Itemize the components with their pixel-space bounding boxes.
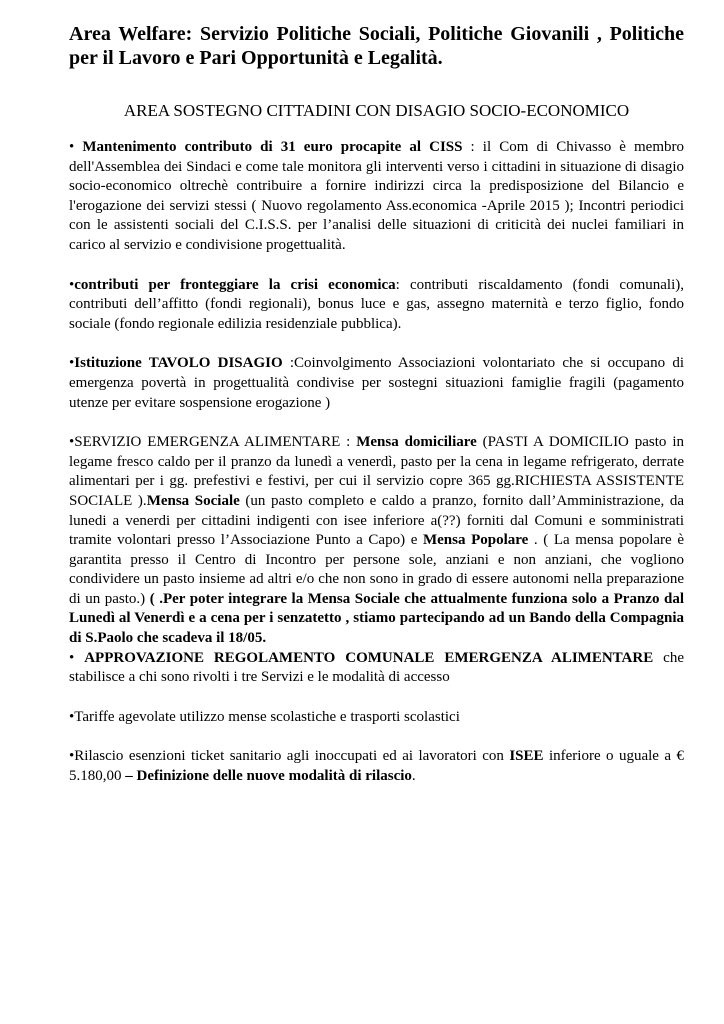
isee-bold: ISEE: [509, 748, 544, 765]
paragraph-ticket-sanitario: [69, 747, 684, 786]
paragraph-tariffe: [69, 708, 684, 728]
paragraph-tavolo-text: :Coinvolgimento Associazioni volontariato che si occupano di emergenza povertà in progettualità condivise per sostegni situazioni famiglie fragili (pagamento utenze per evitare sospensione erogazione ): [69, 355, 684, 411]
bullet: •: [69, 276, 75, 293]
paragraph-ciss-bold: Mantenimento contributo di 31 euro procapite al CISS: [82, 139, 463, 155]
bullet: •: [69, 434, 75, 451]
paragraph-tavolo-disagio: [69, 354, 684, 413]
paragraph-contributi-text: : contributi riscaldamento (fondi comunali), contributi dell’affitto (fondi regionali), bonus luce e gas, assegno maternità e terzo figlio, fondo sociale (fondo regionale edilizia residenziale pubblica).: [69, 276, 684, 332]
emergenza-text-4: . ( La mensa popolare è garantita presso il Centro di Incontro per persone sole, anziani e non anziani, che vogliono condividere un pasto insieme ad altri e/o che non sono in grado di essere autonomi nella preparazione di un pasto.): [69, 532, 684, 607]
regolamento-bold: APPROVAZIONE REGOLAMENTO COMUNALE EMERGENZA ALIMENTARE: [84, 649, 654, 666]
ticket-text-3: .: [411, 768, 416, 785]
ticket-text-2: inferiore o uguale a € 5.180,00: [69, 748, 684, 785]
paragraph-ciss: [69, 138, 684, 256]
bullet: •: [69, 649, 75, 666]
emergenza-text-3: (un pasto completo e caldo a pranzo, fornito dall’Amministrazione, da lunedi a venerdi per cittadini indigenti con isee inferiore a(??) forniti dal Comuni e somministrati tramite volontari presso l’Associazione Punto a Capo) e: [69, 492, 684, 549]
bullet: •: [69, 139, 75, 155]
regolamento-text: che stabilisce a chi sono rivolti i tre Servizi e le modalità di accesso: [69, 649, 684, 686]
document-title: Area Welfare: Servizio Politiche Sociali, Politiche Giovanili , Politiche per il Lavoro e Pari Opportunità e Legalità.: [69, 23, 684, 69]
tariffe-text: Tariffe agevolate utilizzo mense scolastiche e trasporti scolastici: [74, 708, 460, 725]
mensa-sociale-bold: Mensa Sociale: [146, 492, 240, 509]
paragraph-tavolo-bold: Istituzione TAVOLO DISAGIO: [74, 355, 290, 372]
mensa-popolare-bold: Mensa Popolare: [422, 532, 529, 549]
emergenza-text-1: SERVIZIO EMERGENZA ALIMENTARE :: [74, 434, 357, 451]
paragraph-contributi: [69, 276, 684, 335]
definizione-bold: – Definizione delle nuove modalità di rilascio: [125, 768, 412, 785]
bando-compagnia-bold: ( .Per poter integrare la Mensa Sociale che attualmente funziona solo a Pranzo dal Lunedì al Venerdì e a cena per i senzatetto , stiamo partecipando ad un Bando della Compagnia di S.Paolo che scadeva il 18/05.: [69, 590, 684, 647]
paragraph-emergenza-alimentare: [69, 433, 684, 649]
ticket-text-1: Rilascio esenzioni ticket sanitario agli inoccupati ed ai lavoratori con: [74, 748, 510, 765]
bullet: •: [69, 708, 75, 725]
section-heading: AREA SOSTEGNO CITTADINI CON DISAGIO SOCIO-ECONOMICO: [123, 101, 630, 120]
paragraph-ciss-text: : il Com di Chivasso è membro dell'Assemblea dei Sindaci e come tale monitora gli interventi verso i cittadini in situazione di disagio socio-economico oltrechè contribuire a fornire indirizzi circa la predisposizione del Bilancio e l'erogazione dei servizi stessi ( Nuovo regolamento Ass.economica -Aprile 2015 ); Incontri periodici con le assistenti sociali del C.I.S.S. per l’analisi delle situazioni di criticità dei nuclei familiari in carico al servizio e condivisione progettualità.: [69, 139, 684, 253]
mensa-domiciliare-bold: Mensa domiciliare: [356, 434, 477, 451]
paragraph-contributi-bold: contributi per fronteggiare la crisi economica: [74, 276, 396, 293]
emergenza-text-2: (PASTI A DOMICILIO pasto in legame fresco caldo per il pranzo da lunedì a venerdì, pasto per la cena in legame refrigerato, derrate alimentari per i gg. prefestivi e festivi, per cui il servizio copre 365 gg.RICHIESTA ASSISTENTE SOCIALE ).: [69, 434, 684, 509]
bullet: •: [69, 355, 75, 372]
bullet: •: [69, 748, 75, 765]
paragraph-regolamento: [69, 649, 684, 688]
